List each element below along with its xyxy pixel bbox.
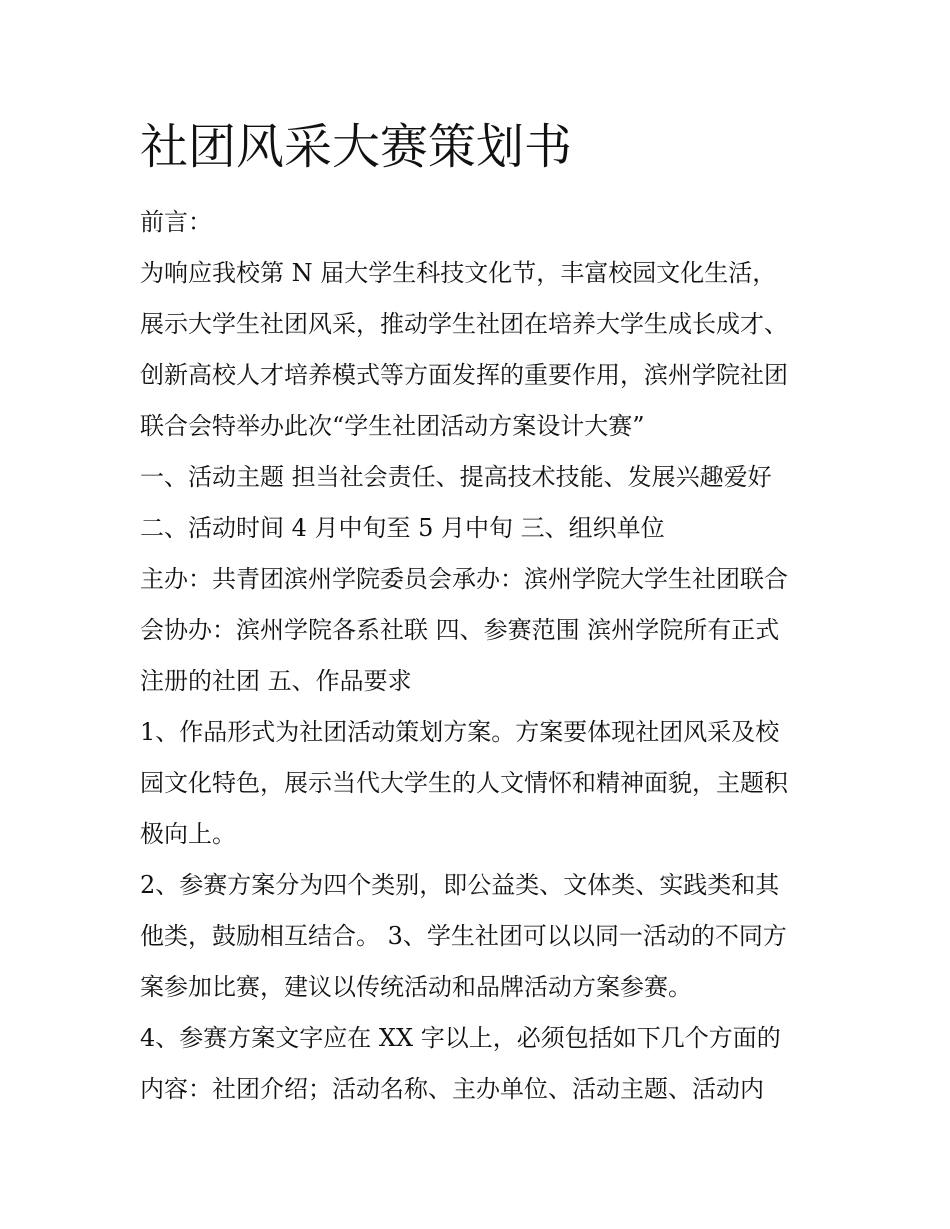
paragraph-line: 为响应我校第 N 届大学生科技文化节，丰富校园文化生活， <box>140 259 777 287</box>
paragraph-line: 创新高校人才培养模式等方面发挥的重要作用，滨州学院社团 <box>140 361 788 389</box>
paragraph-line: 展示大学生社团风采，推动学生社团在培养大学生成长成才、 <box>140 310 788 338</box>
document-title: 社团风采大赛策划书 <box>140 119 573 175</box>
paragraph-line: 1、作品形式为社团活动策划方案。方案要体现社团风采及校 <box>140 718 780 746</box>
paragraph-line: 一、活动主题 担当社会责任、提高技术技能、发展兴趣爱好 <box>140 463 772 491</box>
paragraph-line: 极向上。 <box>140 820 236 848</box>
paragraph-line: 二、活动时间 4 月中旬至 5 月中旬 三、组织单位 <box>140 514 665 542</box>
paragraph-line: 案参加比赛，建议以传统活动和品牌活动方案参赛。 <box>140 973 692 1001</box>
paragraph-line: 内容：社团介绍；活动名称、主办单位、活动主题、活动内 <box>140 1075 764 1103</box>
paragraph-line: 园文化特色，展示当代大学生的人文情怀和精神面貌，主题积 <box>140 769 788 797</box>
paragraph-line: 会协办：滨州学院各系社联 四、参赛范围 滨州学院所有正式 <box>140 616 780 644</box>
paragraph-line: 4、参赛方案文字应在 XX 字以上，必须包括如下几个方面的 <box>140 1024 781 1052</box>
paragraph-line: 注册的社团 五、作品要求 <box>140 667 412 695</box>
paragraph-line: 主办：共青团滨州学院委员会承办：滨州学院大学生社团联合 <box>140 565 788 593</box>
paragraph-line: 他类，鼓励相互结合。 3、学生社团可以以同一活动的不同方 <box>140 922 787 950</box>
paragraph-preface-heading: 前言： <box>140 208 212 236</box>
paragraph-line: 2、参赛方案分为四个类别，即公益类、文体类、实践类和其 <box>140 871 780 899</box>
paragraph-line: 联合会特举办此次“学生社团活动方案设计大赛” <box>140 412 645 440</box>
